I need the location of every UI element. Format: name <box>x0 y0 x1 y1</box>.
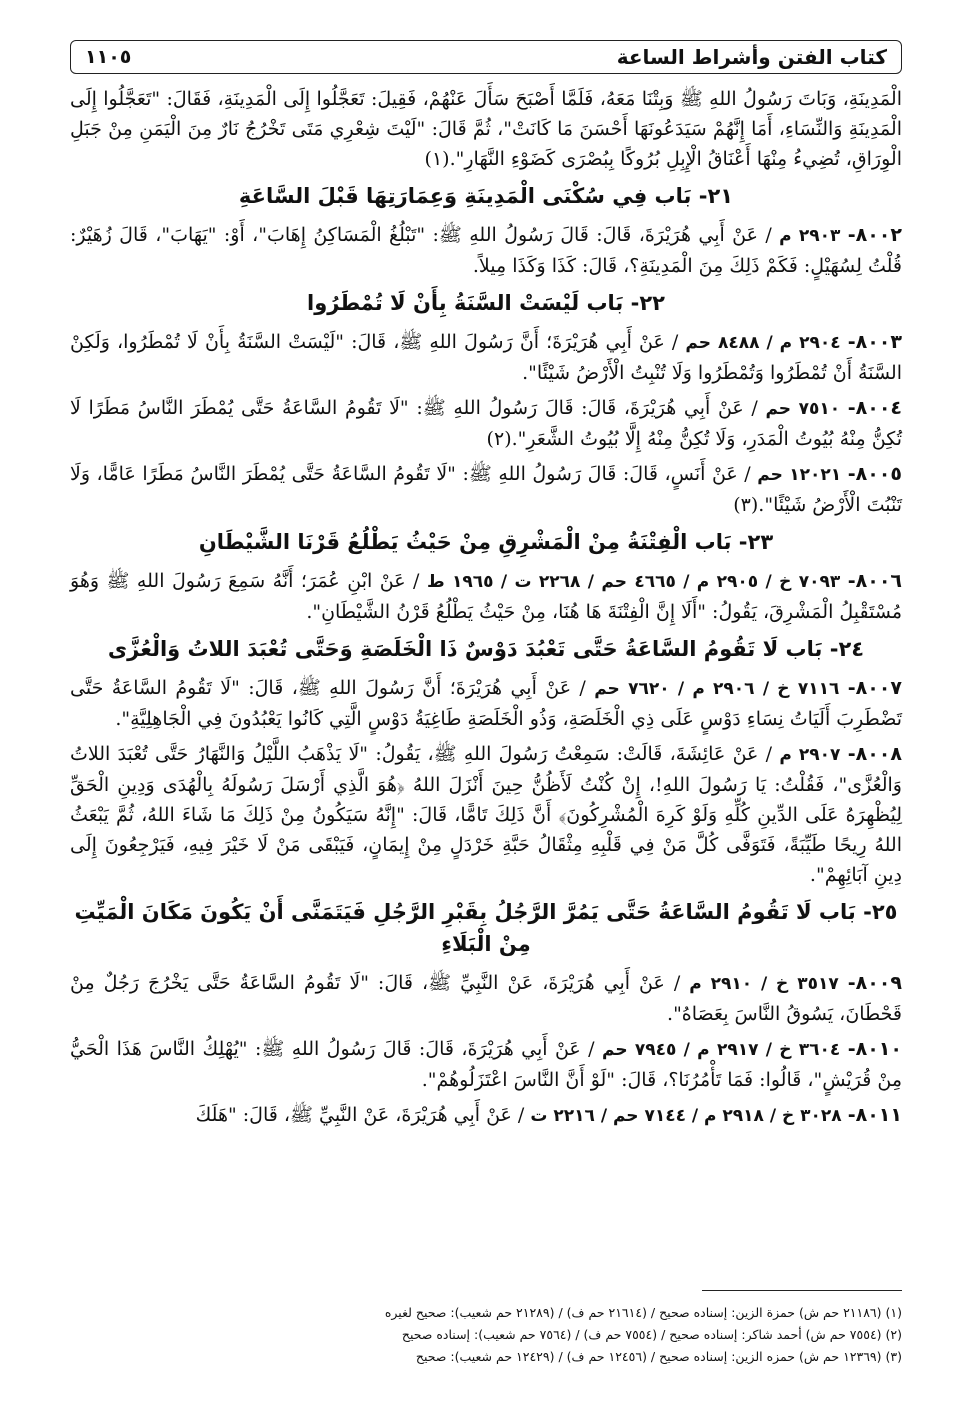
hadith-number: ٨٠٠٣- <box>847 331 902 353</box>
intro-paragraph: الْمَدِينَةِ، وَبَاتَ رَسُولُ اللهِ ﷺ وَبِتْنَا مَعَهُ، فَلَمَّا أَصْبَحَ سَأَلَ عَنْهُمْ، فَقِيلَ: تَعَجَّلُوا إِلَى الْمَدِينَةِ، فَقَالَ: "تَعَجَّلُوا إِلَى الْمَدِينَةِ وَالنِّسَاءِ، أَمَا إِنَّهُمْ سَيَدَعُونَهَا أَحْسَنَ مَا كَانَتْ"، ثُمَّ قَالَ: "لَيْتَ شِعْرِي مَتَى تَخْرُجُ نَارٌ مِنَ الْيَمَنِ مِنْ جَبَلِ الْوِرَاقِ، تُضِيءُ مِنْهَا أَعْنَاقُ الْإِبِلِ بُرُوكًا بِبُصْرَى كَضَوْءِ النَّهَارِ".(١) <box>70 88 902 170</box>
hadith-text: / عَنْ أَبِي هُرَيْرَةَ، عَنْ النَّبِيِّ ﷺ، قَالَ: "هَلَكَ <box>195 1104 525 1126</box>
hadith-references: ٢٩٠٧ م <box>779 745 841 765</box>
hadith-8010 <box>70 1034 902 1095</box>
hadith-text: / عَنْ أَبِي هُرَيْرَةَ، عَنْ النَّبِيِّ ﷺ، قَالَ: "لَا تَقُومُ السَّاعَةُ حَتَّى يَخْرُجَ رَجُلٌ مِنْ قَحْطَانَ، يَسُوقُ النَّاسَ بِعَصَاهُ". <box>70 972 902 1025</box>
hadith-8003 <box>70 327 902 388</box>
footnotes <box>70 1302 902 1368</box>
hadith-references: ٧٠٩٣ خ / ٢٩٠٥ م / ٤٦٦٥ حم / ٢٢٦٨ ت / ١٩٦٥ ط <box>426 572 841 592</box>
page-number: ١١٠٥ <box>85 46 132 68</box>
hadith-number: ٨٠١٠- <box>847 1038 902 1060</box>
hadith-number: ٨٠٠٩- <box>847 972 902 994</box>
hadith-text: / عَنْ عَائِشَةَ، قَالَتْ: سَمِعْتُ رَسُولَ اللهِ ﷺ، يَقُولُ: "لَا يَذْهَبُ اللَّيْلُ وَالنَّهَارُ حَتَّى تُعْبَدَ اللاتُ وَالْعُزَّى"، فَقُلْتُ: يَا رَسُولَ اللهِ!، إِنْ كُنْتُ لَأَظُنُّ حِينَ أَنْزَلَ اللهُ ﴿هُوَ الَّذِي أَرْسَلَ رَسُولَهُ بِالْهُدَى وَدِينِ الْحَقِّ لِيُظْهِرَهُ عَلَى الدِّينِ كُلِّهِ وَلَوْ كَرِهَ الْمُشْرِكُونَ﴾ أَنَّ ذَلِكَ تَامًّا، قَالَ: "إِنَّهُ سَيَكُونُ مِنْ ذَلِكَ مَا شَاءَ اللهُ، ثُمَّ يَبْعَثُ اللهُ رِيحًا طَيِّبَةً، فَتَوَفَّى كُلَّ مَنْ فِي قَلْبِهِ مِثْقَالُ حَبَّةِ خَرْدَلٍ مِنْ إِيمَانٍ، فَيَبْقَى مَنْ لَا خَيْرَ فِيهِ، فَيَرْجِعُونَ إِلَى دِينِ آبَائِهِمْ". <box>70 743 902 886</box>
hadith-number: ٨٠٠٢- <box>847 224 902 246</box>
hadith-8002 <box>70 220 902 281</box>
book-title: كتاب الفتن وأشراط الساعة <box>616 45 887 69</box>
chapter-title-22: ٢٢- بَاب لَيْسَتْ السَّنَةُ بِأَنْ لَا تُمْطَرُوا <box>307 291 665 315</box>
hadith-number: ٨٠٠٦- <box>847 570 903 592</box>
hadith-8011 <box>70 1100 902 1131</box>
hadith-number: ٨٠١١- <box>847 1104 902 1126</box>
hadith-text: / عَنْ ابْنِ عُمَرَ؛ أَنَّهُ سَمِعَ رَسُولَ اللهِ ﷺ وَهُوَ مُسْتَقْبِلُ الْمَشْرِقَ، يَقُولُ: "أَلَا إِنَّ الْفِتْنَةَ هَا هُنَا، مِنْ حَيْثُ يَطْلُعُ قَرْنُ الشَّيْطَانِ". <box>70 570 902 623</box>
hadith-references: ٢٩٠٤ م / ٨٤٨٨ حم <box>685 333 841 353</box>
hadith-8007 <box>70 673 902 734</box>
page-content <box>70 84 902 1131</box>
hadith-references: ٧٥١٠ حم <box>765 399 841 419</box>
hadith-number: ٨٠٠٧- <box>847 677 902 699</box>
hadith-references: ٢٩٠٣ م <box>779 226 841 246</box>
chapter-title-23: ٢٣- بَاب الْفِتْنَةُ مِنْ الْمَشْرِقِ مِنْ حَيْثُ يَطْلُعُ قَرْنَا الشَّيْطَانِ <box>198 530 774 554</box>
footnote-1: (١) (٢١١٨٦ حم ش) حمزة الزين: إسناده صحيح / (٢١٦١٤ حم ف) / (٢١٢٨٩ حم شعيب): صحيح لغيره <box>384 1305 902 1320</box>
footnote-2: (٢) (٧٥٥٤ حم ش) أحمد شاكر: إسناده صحيح / (٧٥٥٤ حم ف) / (٧٥٦٤ حم شعيب): إسناده صحيح <box>401 1327 902 1342</box>
hadith-8008 <box>70 739 902 890</box>
book-page <box>70 40 902 1380</box>
page-header <box>70 40 902 74</box>
hadith-references: ١٢٠٢١ حم <box>757 465 842 485</box>
hadith-number: ٨٠٠٤- <box>847 397 903 419</box>
hadith-text: / عَنْ أَنَسٍ، قَالَ: قَالَ رَسُولُ اللهِ ﷺ: "لَا تَقُومُ السَّاعَةُ حَتَّى يُمْطَرَ النَّاسُ مَطَرًا عَامًّا، وَلَا تَنْبُتَ الْأَرْضُ شَيْئًا".(٣) <box>70 463 902 516</box>
hadith-number: ٨٠٠٥- <box>847 463 902 485</box>
footnote-divider <box>702 1290 902 1291</box>
hadith-references: ٣٦٠٤ خ / ٢٩١٧ م / ٧٩٤٥ حم <box>602 1040 841 1060</box>
hadith-8009 <box>70 968 902 1029</box>
hadith-text: / عَنْ أَبِي هُرَيْرَةَ؛ أَنَّ رَسُولَ اللهِ ﷺ، قَالَ: "لَا تَقُومُ السَّاعَةُ حَتَّى تَضْطَرِبَ أَلَيَاتُ نِسَاءِ دَوْسٍ عَلَى ذِي الْخَلَصَةِ، وَذُو الْخَلَصَةِ طَاغِيَةُ دَوْسٍ الَّتِي كَانُوا يَعْبُدُونَ فِي الْجَاهِلِيَّةِ". <box>70 677 902 730</box>
hadith-text: / عَنْ أَبِي هُرَيْرَةَ، قَالَ: قَالَ رَسُولُ اللهِ ﷺ: "لَا تَقُومُ السَّاعَةُ حَتَّى يُمْطَرَ النَّاسُ مَطَرًا لَا تُكِنُّ مِنْهُ بُيُوتُ الْمَدَرِ، وَلَا تُكِنُّ مِنْهُ إِلَّا بُيُوتُ الشَّعَرِ".(٢) <box>70 397 902 450</box>
hadith-8005 <box>70 459 902 520</box>
chapter-title-21: ٢١- بَاب فِي سُكْنَى الْمَدِينَةِ وَعِمَارَتِهَا قَبْلَ السَّاعَةِ <box>238 184 734 208</box>
footnote-3: (٣) (١٢٣٦٩ حم ش) حمزه الزين: إسناده صحيح / (١٢٤٥٦ حم ف) / (١٢٤٢٩ حم شعيب): صحيح <box>415 1349 902 1364</box>
chapter-title-24: ٢٤- بَاب لَا تَقُومُ السَّاعَةُ حَتَّى تَعْبُدَ دَوْسٌ ذَا الْخَلَصَةِ وَحَتَّى تُعْبَدَ اللاتُ وَالْعُزَّى <box>107 637 865 661</box>
hadith-8004 <box>70 393 902 454</box>
hadith-references: ٧١١٦ خ / ٢٩٠٦ م / ٧٦٢٠ حم <box>594 679 840 699</box>
hadith-text: / عَنْ أَبِي هُرَيْرَةَ؛ أَنَّ رَسُولَ اللهِ ﷺ، قَالَ: "لَيْسَتْ السَّنَةُ بِأَنْ لَا تُمْطَرُوا، وَلَكِنْ السَّنَةُ أَنْ تُمْطَرُوا وَتُمْطَرُوا وَلَا تُنْبِتُ الْأَرْضُ شَيْئًا". <box>70 331 902 384</box>
hadith-text: / عَنْ أَبِي هُرَيْرَةَ، قَالَ: قَالَ رَسُولُ اللهِ ﷺ: "تَبْلُغُ الْمَسَاكِنُ إِهَابَ"، أَوْ: "يَهَابَ"، قَالَ زُهَيْرٌ: قُلْتُ لِسُهَيْلٍ: فَكَمْ ذَلِكَ مِنَ الْمَدِينَةِ؟، قَالَ: كَذَا وَكَذَا مِيلاً. <box>70 224 902 277</box>
hadith-references: ٣٠٢٨ خ / ٢٩١٨ م / ٧١٤٤ حم / ٢٢١٦ ت <box>530 1106 842 1126</box>
chapter-title-25: ٢٥- بَاب لَا تَقُومُ السَّاعَةُ حَتَّى يَمُرَّ الرَّجُلُ بِقَبْرِ الرَّجُلِ فَيَتَمَنَّى أَنْ يَكُونَ مَكَانَ الْمَيِّتِ مِنْ الْبَلَاءِ <box>74 900 898 956</box>
hadith-references: ٣٥١٧ خ / ٢٩١٠ م <box>689 974 839 994</box>
hadith-text: / عَنْ أَبِي هُرَيْرَةَ، قَالَ: قَالَ رَسُولُ اللهِ ﷺ: "يُهْلِكُ النَّاسَ هَذَا الْحَيُّ مِنْ قُرَيْشٍ"، قَالُوا: فَمَا تَأْمُرُنَا؟، قَالَ: "لَوْ أَنَّ النَّاسَ اعْتَزَلُوهُمْ". <box>70 1038 902 1091</box>
hadith-8006 <box>70 566 902 627</box>
hadith-number: ٨٠٠٨- <box>847 743 902 765</box>
